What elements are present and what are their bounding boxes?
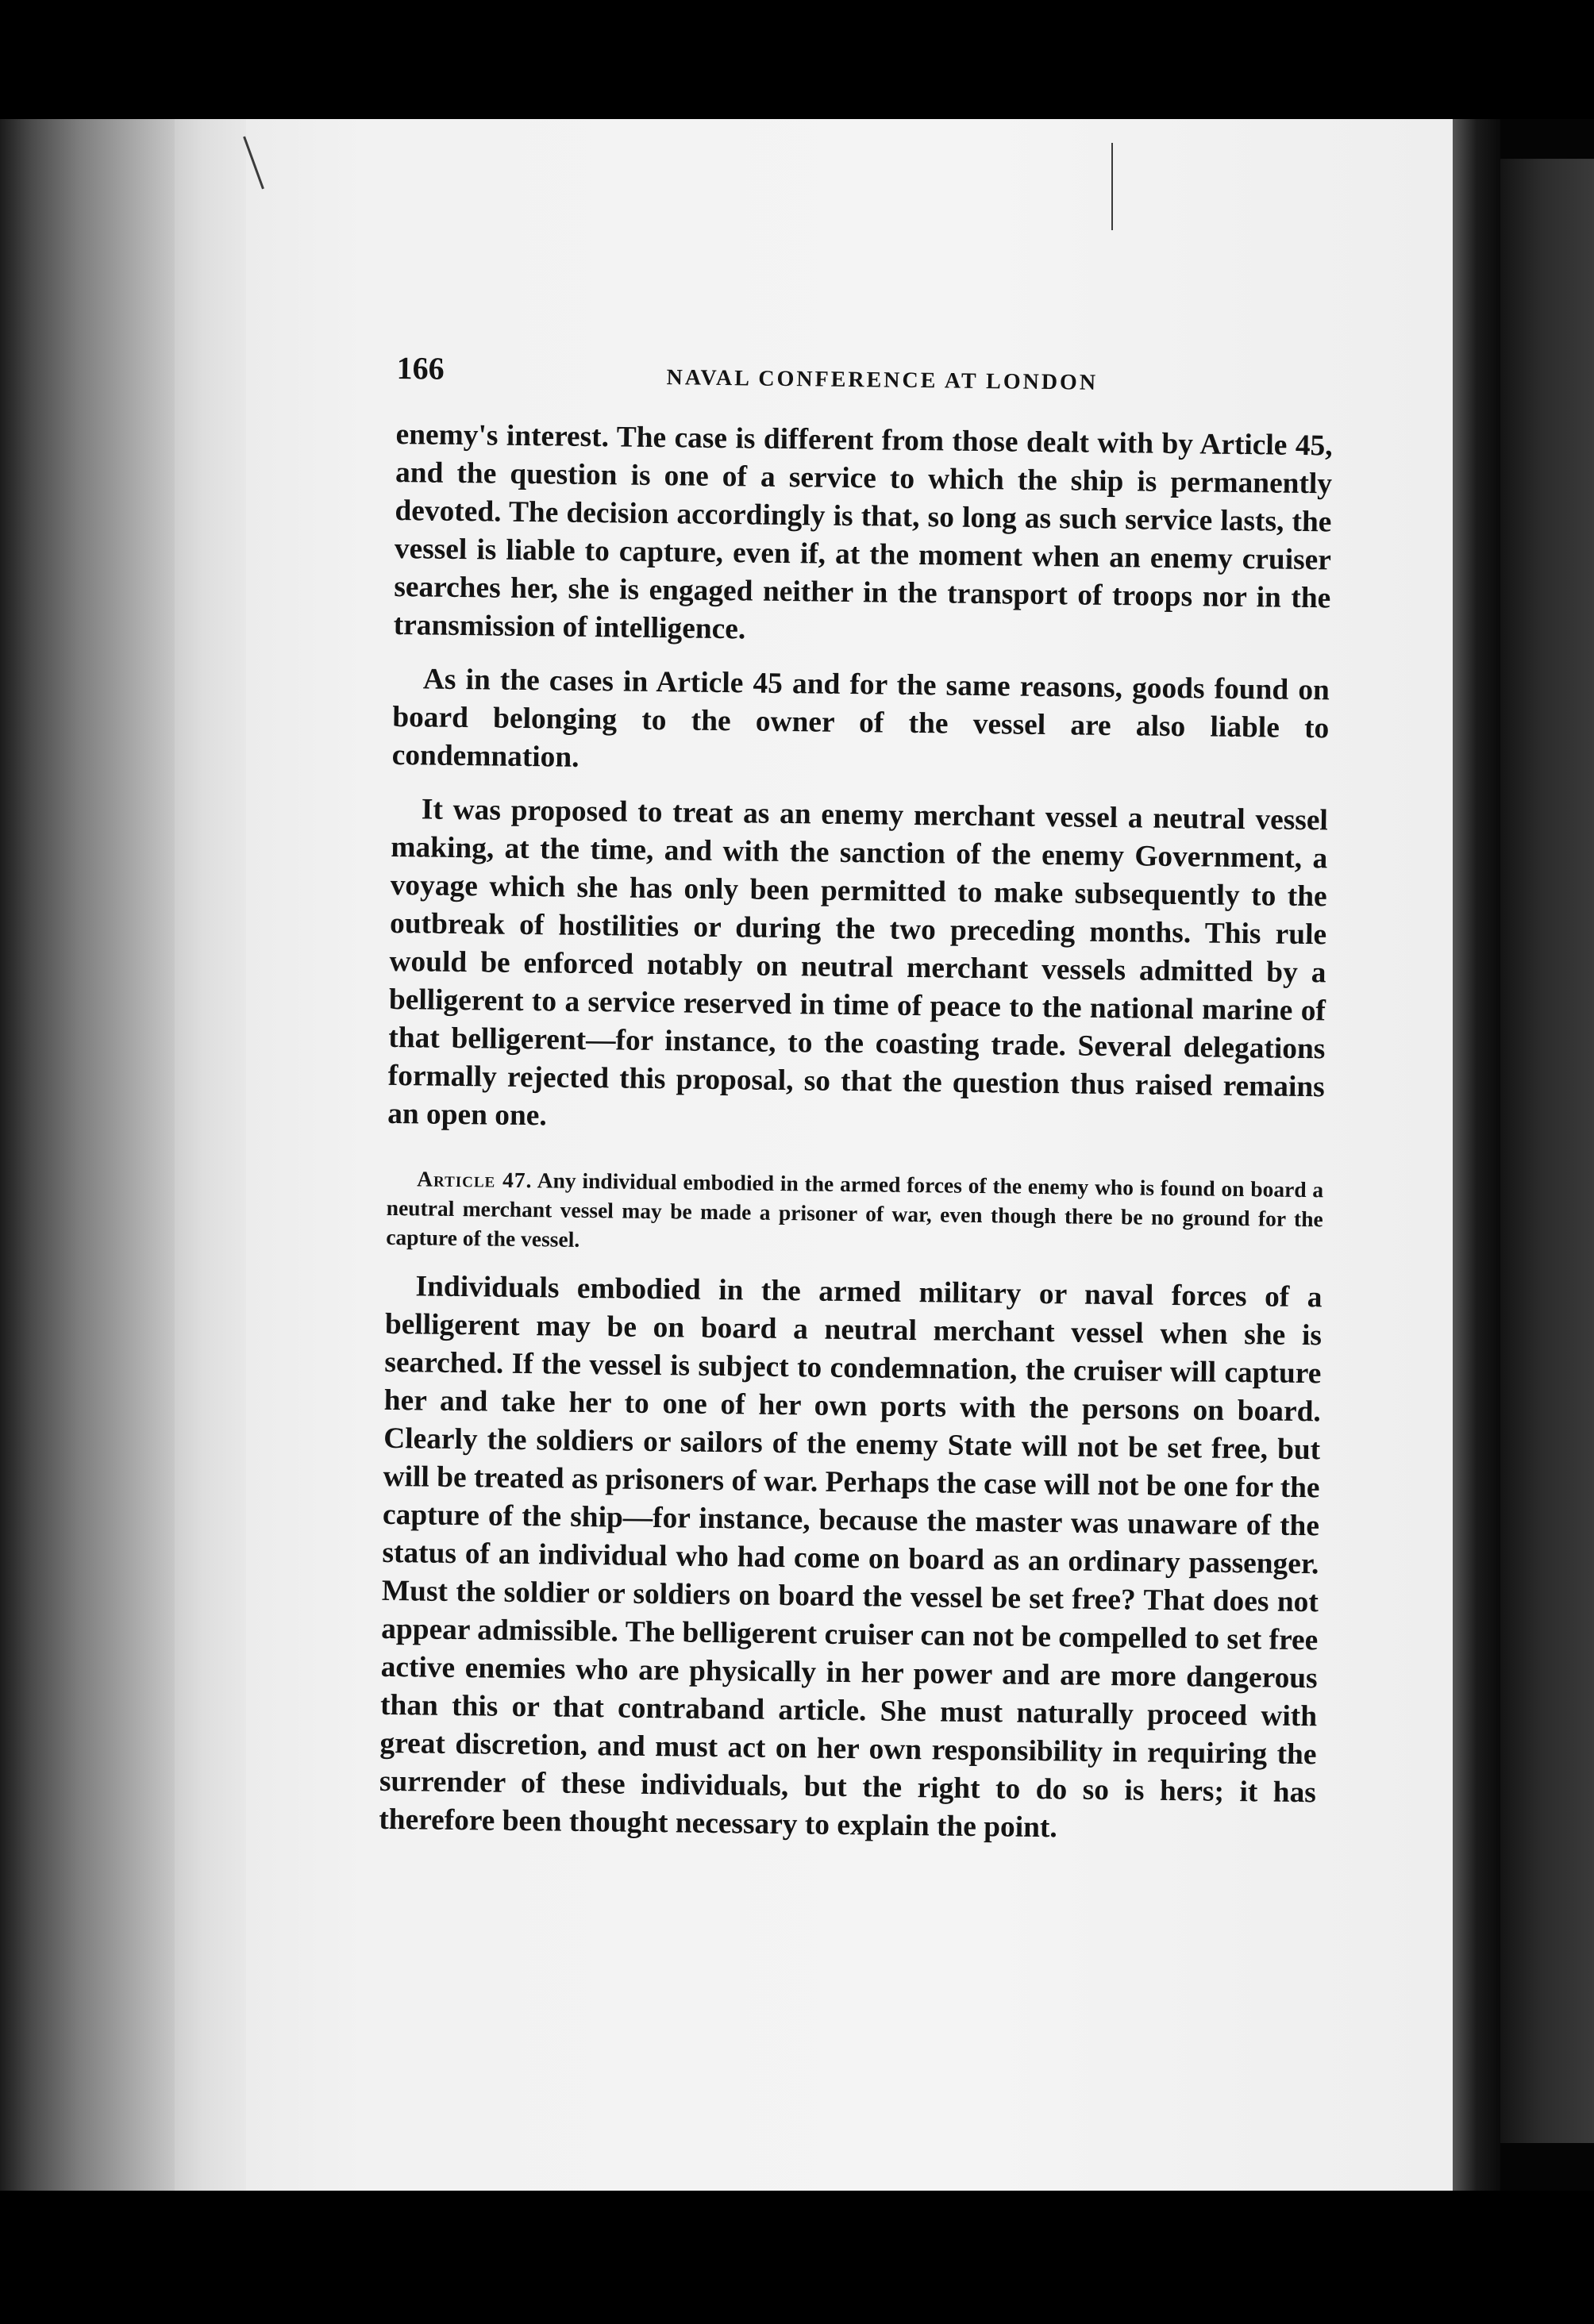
page-crease-mark <box>1111 143 1113 230</box>
page-binding-shadow <box>1453 119 1500 2191</box>
paragraph-proposal: It was proposed to treat as an enemy merchant vessel a neutral vessel making, at the time, and with the sanction of the enemy Government, a voyage which she has only been permitted to make subsequently to the outbreak of hostilities or during the two preceding months. This rule would be enforced notably on neutral merchant vessels admitted by a belligerent to a service reserved in time of peace to the national marine of that belligerent—for instance, to the coasting trade. Several delegations formally rejected this proposal, so that the question thus raised remains an open one. <box>387 793 1329 1133</box>
article-label: Article 47. <box>417 1166 533 1193</box>
page-number: 166 <box>396 349 445 387</box>
book-page <box>246 119 1453 2191</box>
adjacent-page <box>1500 159 1594 2143</box>
page-crease-mark <box>243 137 264 190</box>
paragraph-individuals: Individuals embodied in the armed military or naval forces of a belligerent may be on board a neutral merchant vessel when she is searched. If the vessel is subject to condemnation, the cruiser will capture her and take her to one of her own ports with the persons on board. Clearly the soldiers or sailors of the enemy State will not be set free, but will be treated as prisoners of war. Perhaps the case will not be one for the capture of the ship—for instance, because the master was unaware of the status of an individual who had come on board as an ordinary passenger. Must the soldier or soldiers on board the vessel be set free? That does not appear admissible. The belligerent cruiser can not be compelled to set free active enemies who are physically in her power and are more dangerous than this or that contraband article. She must naturally proceed with great discretion, and must act on her own responsibility in requiring the surrender of these individuals, but the right to do so is hers; it has therefore been thought necessary to explain the point. <box>379 1270 1323 1845</box>
paragraph-continued: enemy's interest. The case is different from those dealt with by Article 45, and the question is one of a service to which the ship is permanently devoted. The decision accordingly is that, so long as such service lasts, the vessel is liable to capture, even if, at the moment when an enemy cruiser searches her, she is engaged neither in the transport of troops nor in the transmission of intelligence. <box>393 417 1333 646</box>
running-head-title: NAVAL CONFERENCE AT LONDON <box>666 365 1099 395</box>
page-gutter <box>175 119 246 2191</box>
scan-frame-top <box>0 0 1594 119</box>
running-head <box>396 349 1334 427</box>
book-page-edges <box>0 119 175 2191</box>
page-content <box>379 349 1334 1850</box>
article-47 <box>386 1164 1323 1263</box>
article-text: Any individual embodied in the armed forces of the enemy who is found on board a neutral merchant vessel may be made a prisoner of war, even though there be no ground for the capture of the vessel. <box>386 1168 1324 1252</box>
scan-frame-bottom <box>0 2191 1594 2324</box>
paragraph-goods-on-board: As in the cases in Article 45 and for the same reasons, goods found on board belonging to the owner of the vessel are also liable to condemnation. <box>391 663 1330 774</box>
